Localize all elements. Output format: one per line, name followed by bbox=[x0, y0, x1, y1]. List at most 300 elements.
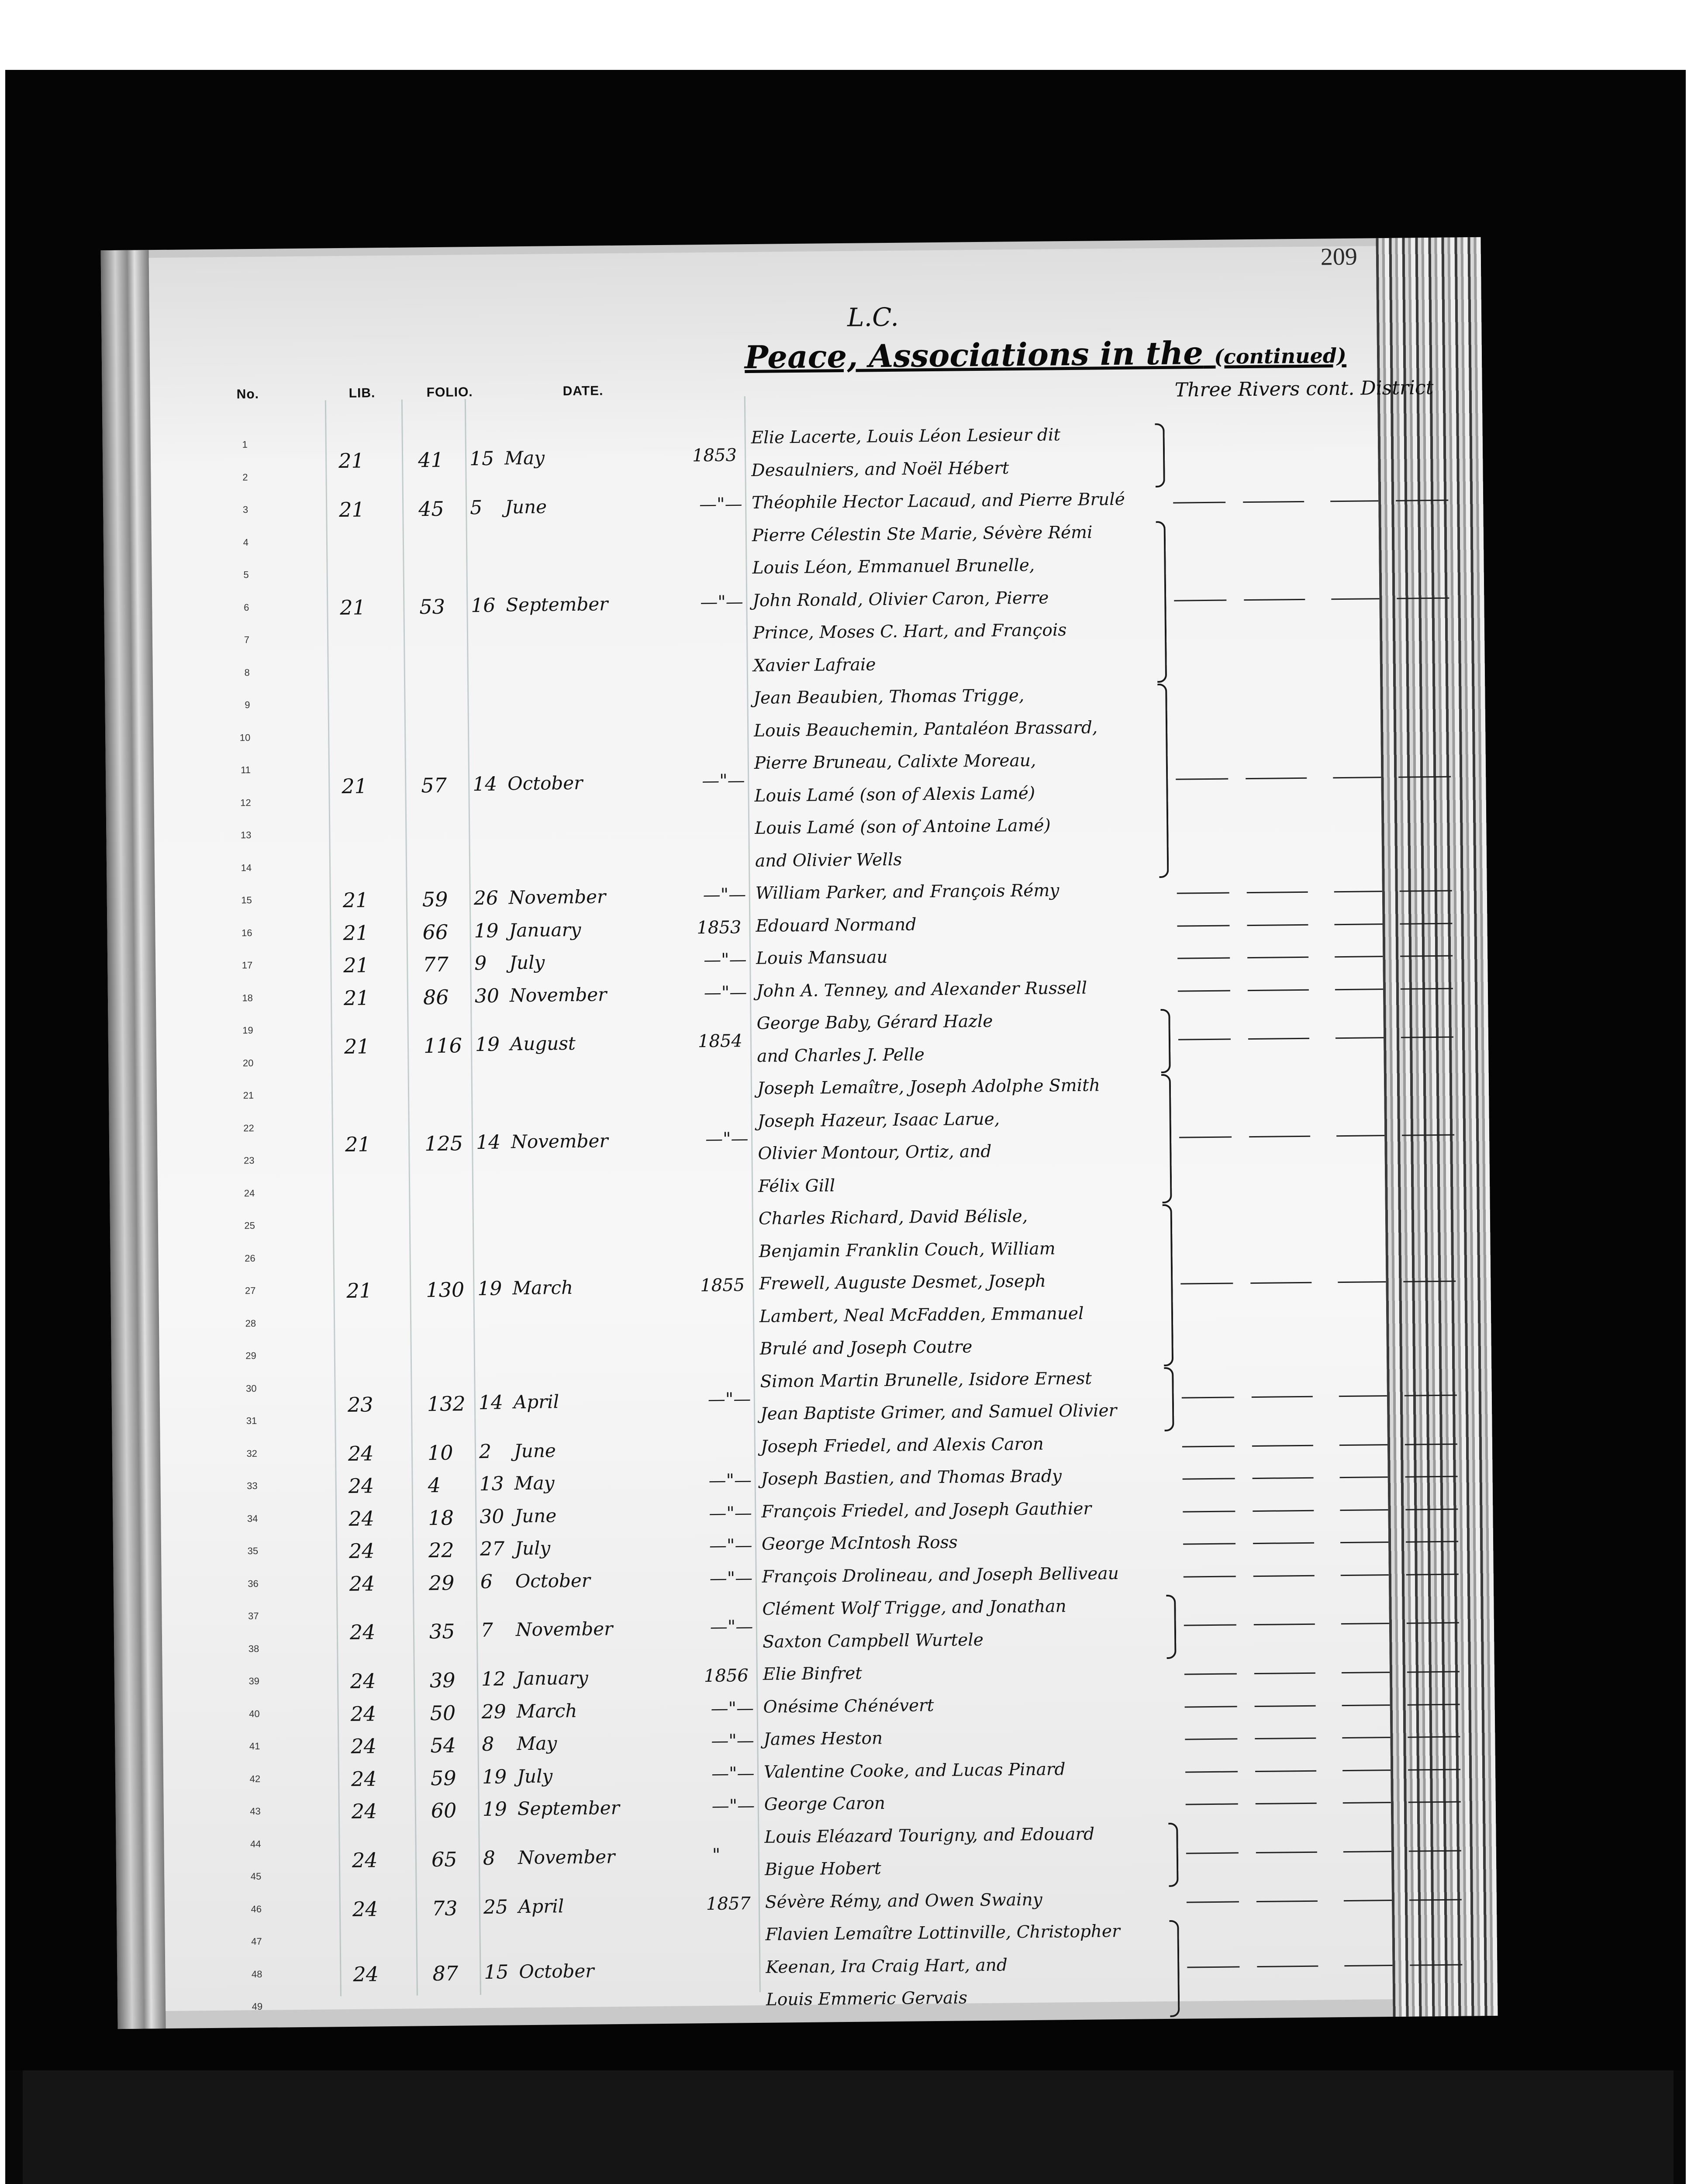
ditto-dash bbox=[1173, 502, 1225, 504]
entry-folio: 59 bbox=[430, 1766, 456, 1790]
district-label: Three Rivers cont. District bbox=[1174, 376, 1434, 401]
column-header-folio: FOLIO. bbox=[426, 385, 473, 400]
row-number: 29 bbox=[245, 1350, 256, 1362]
page-edges bbox=[1376, 237, 1498, 2017]
entry-lib: 24 bbox=[351, 1799, 377, 1823]
entry-name-line: Lambert, Neal McFadden, Emmanuel bbox=[759, 1303, 1084, 1327]
ditto-dash bbox=[1176, 778, 1228, 780]
column-header-lib: LIB. bbox=[349, 386, 376, 401]
entry-lib: 21 bbox=[342, 888, 369, 912]
ditto-dash bbox=[1256, 1851, 1317, 1853]
entry-day: 19 bbox=[475, 1033, 500, 1056]
entry-folio: 29 bbox=[428, 1571, 455, 1595]
ditto-dash bbox=[1249, 1136, 1310, 1137]
entry-name-line: Keenan, Ira Craig Hart, and bbox=[766, 1955, 1008, 1977]
grouping-brace bbox=[1166, 1595, 1176, 1659]
entry-day: 30 bbox=[474, 985, 500, 1007]
ditto-dash bbox=[1255, 1738, 1316, 1739]
column-header-no: No. bbox=[236, 387, 259, 402]
row-number: 27 bbox=[245, 1285, 256, 1296]
row-number: 5 bbox=[243, 569, 249, 581]
ditto-dash bbox=[1244, 598, 1305, 600]
entry-lib: 21 bbox=[346, 1279, 373, 1303]
ditto-dash bbox=[1182, 1445, 1235, 1447]
entry-name-line: Valentine Cooke, and Lucas Pinard bbox=[763, 1759, 1066, 1782]
row-number: 38 bbox=[248, 1643, 259, 1654]
entry-day: 14 bbox=[478, 1391, 504, 1414]
entry-name-line: Louis Lamé (son of Antoine Lamé) bbox=[755, 816, 1051, 838]
entry-folio: 132 bbox=[427, 1392, 466, 1416]
row-number: 47 bbox=[251, 1935, 262, 1947]
grouping-brace bbox=[1155, 423, 1165, 487]
entry-month: October bbox=[515, 1569, 590, 1592]
ditto-dash bbox=[1254, 1673, 1315, 1674]
entry-name-line: Clément Wolf Trigge, and Jonathan bbox=[762, 1597, 1066, 1619]
entry-year: —"— bbox=[710, 1617, 753, 1638]
entry-year: —"— bbox=[711, 1698, 754, 1719]
ledger-page bbox=[149, 243, 1434, 2012]
entry-name-line: George Caron bbox=[764, 1794, 886, 1814]
ditto-dash bbox=[1246, 778, 1307, 779]
grouping-brace bbox=[1161, 1074, 1172, 1203]
ditto-dash bbox=[1247, 924, 1308, 926]
grouping-brace bbox=[1160, 1009, 1170, 1073]
grouping-brace bbox=[1156, 521, 1167, 683]
row-number: 49 bbox=[252, 2001, 263, 2012]
ditto-dash bbox=[1185, 1771, 1238, 1773]
entry-lib: 24 bbox=[348, 1441, 374, 1465]
entry-folio: 130 bbox=[426, 1278, 465, 1302]
entry-folio: 10 bbox=[427, 1441, 453, 1465]
row-number: 1 bbox=[242, 439, 248, 450]
entry-folio: 77 bbox=[422, 952, 449, 977]
entry-day: 25 bbox=[483, 1895, 508, 1918]
ditto-dash bbox=[1340, 1541, 1388, 1543]
row-number: 36 bbox=[248, 1578, 259, 1589]
entry-folio: 60 bbox=[431, 1798, 457, 1823]
entry-day: 14 bbox=[476, 1131, 501, 1154]
entry-year: —"— bbox=[709, 1535, 752, 1556]
entry-name-line: Joseph Bastien, and Thomas Brady bbox=[761, 1466, 1062, 1489]
row-number: 14 bbox=[241, 862, 252, 873]
row-number: 41 bbox=[249, 1740, 260, 1752]
entry-year: 1853 bbox=[692, 445, 737, 466]
ditto-dash bbox=[1339, 1395, 1387, 1397]
entry-name-line: Sévère Rémy, and Owen Swainy bbox=[765, 1890, 1042, 1912]
entry-month: May bbox=[514, 1472, 555, 1494]
ditto-dash bbox=[1336, 1135, 1384, 1137]
entry-month: November bbox=[518, 1845, 615, 1869]
ditto-dash bbox=[1184, 1576, 1236, 1577]
entry-day: 19 bbox=[482, 1798, 507, 1821]
entry-month: January bbox=[509, 919, 581, 941]
ditto-dash bbox=[1331, 598, 1379, 600]
entry-month: March bbox=[516, 1700, 577, 1722]
ditto-dash bbox=[1342, 1737, 1390, 1738]
film-lower-area bbox=[23, 2070, 1674, 2184]
entry-month: June bbox=[504, 496, 547, 518]
entry-name-line: Louis Beauchemin, Pantaléon Brassard, bbox=[753, 717, 1098, 741]
entry-name-line: Jean Baptiste Grimer, and Samuel Olivier bbox=[760, 1401, 1117, 1424]
entry-lib: 21 bbox=[343, 953, 369, 977]
entry-name-line: John A. Tenney, and Alexander Russell bbox=[756, 978, 1087, 1001]
grouping-brace bbox=[1163, 1204, 1174, 1366]
entry-month: September bbox=[517, 1797, 620, 1820]
entry-lib: 21 bbox=[338, 449, 364, 473]
entry-folio: 18 bbox=[428, 1506, 454, 1530]
row-number: 8 bbox=[244, 667, 250, 678]
entry-name-line: Louis Léon, Emmanuel Brunelle, bbox=[752, 555, 1035, 578]
entry-year: 1853 bbox=[697, 917, 742, 938]
entry-name-line: John Ronald, Olivier Caron, Pierre bbox=[752, 587, 1049, 611]
ditto-dash bbox=[1336, 1037, 1384, 1039]
ditto-dash bbox=[1185, 1706, 1237, 1707]
row-number: 19 bbox=[242, 1024, 253, 1036]
entry-year: —"— bbox=[704, 982, 747, 1003]
entry-day: 14 bbox=[473, 773, 497, 796]
entry-folio: 53 bbox=[419, 594, 445, 619]
row-number: 9 bbox=[245, 699, 250, 711]
entry-name-line: Théophile Hector Lacaud, and Pierre Brulé bbox=[751, 489, 1125, 513]
ditto-dash bbox=[1253, 1510, 1314, 1511]
row-number: 33 bbox=[247, 1480, 258, 1492]
entry-folio: 86 bbox=[423, 985, 449, 1009]
ditto-dash bbox=[1341, 1574, 1389, 1576]
entry-day: 13 bbox=[479, 1472, 504, 1496]
row-number: 13 bbox=[240, 829, 252, 841]
row-number: 48 bbox=[251, 1968, 262, 1980]
entry-year: —"— bbox=[709, 1503, 752, 1524]
entry-folio: 54 bbox=[430, 1733, 456, 1758]
ditto-dash bbox=[1185, 1738, 1237, 1740]
ditto-dash bbox=[1344, 1965, 1392, 1966]
entry-name-line: George Baby, Gérard Hazle bbox=[756, 1011, 993, 1033]
entry-lib: 21 bbox=[344, 1034, 370, 1059]
column-rule bbox=[325, 400, 342, 1996]
ditto-dash bbox=[1253, 1575, 1315, 1576]
entry-day: 6 bbox=[480, 1570, 493, 1593]
entry-day: 7 bbox=[480, 1619, 493, 1642]
grouping-brace bbox=[1157, 684, 1169, 878]
entry-lib: 24 bbox=[351, 1766, 377, 1791]
entry-name-line: François Drolineau, and Joseph Belliveau bbox=[762, 1563, 1119, 1587]
ditto-dash bbox=[1253, 1542, 1314, 1544]
entry-name-line: Louis Emmeric Gervais bbox=[766, 1988, 968, 2010]
ditto-dash bbox=[1248, 989, 1309, 991]
entry-name-line: William Parker, and François Rémy bbox=[755, 881, 1059, 903]
entry-month: November bbox=[515, 1618, 613, 1641]
row-number: 16 bbox=[241, 927, 252, 938]
ditto-dash bbox=[1187, 1901, 1239, 1903]
ditto-dash bbox=[1256, 1803, 1317, 1804]
entry-name-line: James Heston bbox=[763, 1728, 883, 1749]
ditto-dash bbox=[1243, 501, 1304, 503]
ditto-dash bbox=[1252, 1396, 1313, 1397]
entry-month: June bbox=[514, 1504, 557, 1527]
ditto-dash bbox=[1257, 1965, 1318, 1967]
ditto-dash bbox=[1344, 1900, 1392, 1901]
entry-lib: 24 bbox=[352, 1848, 378, 1872]
entry-month: April bbox=[513, 1391, 559, 1413]
entry-year: —"— bbox=[702, 771, 745, 791]
row-number: 30 bbox=[245, 1382, 257, 1394]
ditto-dash bbox=[1253, 1477, 1314, 1479]
ditto-dash bbox=[1182, 1396, 1234, 1398]
entry-month: September bbox=[506, 593, 608, 615]
row-number: 42 bbox=[249, 1773, 261, 1784]
entry-year: —"— bbox=[700, 591, 743, 612]
entry-name-line: Elie Binfret bbox=[763, 1663, 863, 1684]
entry-lib: 21 bbox=[342, 774, 368, 798]
entry-lib: 24 bbox=[349, 1620, 376, 1645]
row-number: 26 bbox=[245, 1252, 255, 1264]
ditto-dash bbox=[1342, 1704, 1390, 1706]
entry-name-line: and Olivier Wells bbox=[755, 850, 902, 871]
entry-folio: 41 bbox=[418, 448, 444, 472]
entry-day: 8 bbox=[483, 1847, 496, 1870]
entry-day: 16 bbox=[471, 594, 496, 617]
row-number: 23 bbox=[243, 1154, 255, 1166]
row-number: 46 bbox=[251, 1903, 262, 1914]
entry-lib: 24 bbox=[353, 1962, 379, 1986]
title-province: L.C. bbox=[847, 302, 899, 332]
row-number: 32 bbox=[246, 1448, 258, 1459]
entry-name-line: Joseph Friedel, and Alexis Caron bbox=[760, 1434, 1044, 1457]
entry-lib: 24 bbox=[352, 1897, 378, 1921]
entry-folio: 57 bbox=[421, 773, 447, 798]
entry-day: 15 bbox=[484, 1960, 509, 1984]
entry-lib: 24 bbox=[350, 1701, 376, 1726]
ditto-dash bbox=[1252, 1444, 1313, 1446]
column-rule bbox=[401, 400, 418, 1996]
row-number: 40 bbox=[249, 1708, 260, 1719]
ditto-dash bbox=[1186, 1803, 1238, 1805]
title-continued: (continued) bbox=[1214, 343, 1347, 369]
entry-day: 12 bbox=[481, 1668, 506, 1691]
entry-year: —"— bbox=[703, 950, 747, 971]
ditto-dash bbox=[1333, 777, 1381, 778]
ditto-dash bbox=[1187, 1966, 1239, 1968]
entry-folio: 125 bbox=[424, 1131, 463, 1155]
entry-month: July bbox=[509, 951, 545, 974]
entry-folio: 39 bbox=[429, 1668, 456, 1693]
entry-name-line: Charles Richard, David Bélisle, bbox=[758, 1206, 1028, 1229]
ditto-dash bbox=[1247, 892, 1308, 893]
entry-day: 15 bbox=[469, 447, 494, 470]
entry-year: —"— bbox=[705, 1128, 749, 1149]
entry-lib: 24 bbox=[348, 1474, 374, 1498]
ditto-dash bbox=[1330, 500, 1378, 502]
entry-year: " bbox=[712, 1845, 721, 1865]
entry-year: —"— bbox=[703, 885, 746, 905]
entry-lib: 24 bbox=[351, 1734, 377, 1758]
entry-month: November bbox=[511, 1130, 608, 1153]
ditto-dash bbox=[1255, 1705, 1316, 1707]
ditto-dash bbox=[1186, 1852, 1239, 1854]
entry-month: October bbox=[507, 772, 583, 795]
entry-name-line: Félix Gill bbox=[758, 1175, 835, 1196]
ditto-dash bbox=[1340, 1476, 1388, 1478]
entry-folio: 87 bbox=[432, 1961, 459, 1985]
row-number: 39 bbox=[248, 1675, 260, 1687]
entry-folio: 116 bbox=[423, 1033, 462, 1058]
entry-year bbox=[713, 1958, 766, 1959]
ledger-scan bbox=[101, 237, 1498, 2029]
entry-folio: 22 bbox=[428, 1538, 454, 1562]
ditto-dash bbox=[1174, 599, 1226, 601]
entry-lib: 23 bbox=[347, 1393, 373, 1417]
entry-year: —"— bbox=[711, 1796, 755, 1816]
entry-name-line: Pierre Célestin Ste Marie, Sévère Rémi bbox=[752, 522, 1093, 546]
row-number: 21 bbox=[243, 1089, 254, 1101]
entry-year: 1856 bbox=[704, 1666, 749, 1686]
entry-day: 9 bbox=[474, 952, 487, 975]
ditto-dash bbox=[1177, 925, 1229, 926]
entry-name-line: Olivier Montour, Ortiz, and bbox=[758, 1141, 992, 1164]
ditto-dash bbox=[1184, 1624, 1236, 1626]
entry-name-line: François Friedel, and Joseph Gauthier bbox=[761, 1499, 1092, 1522]
entry-day: 29 bbox=[481, 1700, 506, 1723]
ditto-dash bbox=[1177, 892, 1229, 894]
entry-year: —"— bbox=[711, 1763, 755, 1784]
entry-month: August bbox=[510, 1033, 576, 1055]
ditto-dash bbox=[1184, 1673, 1237, 1675]
ditto-dash bbox=[1179, 1136, 1232, 1138]
row-number: 31 bbox=[246, 1415, 257, 1427]
grouping-brace bbox=[1164, 1367, 1174, 1431]
row-number: 24 bbox=[244, 1187, 255, 1199]
row-number: 11 bbox=[240, 764, 251, 776]
entry-year: —"— bbox=[709, 1568, 753, 1589]
entry-year: —"— bbox=[708, 1470, 752, 1491]
ditto-dash bbox=[1178, 1039, 1231, 1040]
entry-name-line: Edouard Normand bbox=[756, 914, 917, 936]
entry-name-line: Frewell, Auguste Desmet, Joseph bbox=[759, 1271, 1046, 1294]
entry-month: July bbox=[517, 1765, 553, 1787]
entry-name-line: George McIntosh Ross bbox=[761, 1532, 958, 1554]
ditto-dash bbox=[1250, 1282, 1311, 1284]
row-number: 3 bbox=[242, 504, 248, 515]
ditto-dash bbox=[1335, 988, 1383, 990]
entry-year: 1855 bbox=[700, 1275, 745, 1296]
entry-year: —"— bbox=[699, 494, 742, 515]
entry-name-line: Joseph Hazeur, Isaac Larue, bbox=[757, 1109, 1000, 1131]
entry-lib: 21 bbox=[345, 1132, 371, 1156]
entry-year: 1854 bbox=[697, 1031, 742, 1052]
entry-day: 19 bbox=[477, 1277, 502, 1300]
entry-lib: 24 bbox=[349, 1571, 375, 1596]
ditto-dash bbox=[1343, 1851, 1391, 1852]
entry-day: 27 bbox=[480, 1538, 505, 1561]
row-number: 22 bbox=[243, 1122, 254, 1133]
entry-month: November bbox=[508, 886, 606, 909]
row-number: 34 bbox=[247, 1513, 258, 1524]
row-number: 20 bbox=[242, 1057, 254, 1068]
ditto-dash bbox=[1256, 1900, 1318, 1902]
ditto-dash bbox=[1183, 1478, 1235, 1479]
ditto-dash bbox=[1178, 990, 1230, 992]
row-number: 25 bbox=[244, 1220, 255, 1231]
row-number: 10 bbox=[239, 732, 251, 743]
row-number: 37 bbox=[248, 1610, 259, 1622]
row-number: 15 bbox=[241, 895, 252, 906]
entry-name-line: Simon Martin Brunelle, Isidore Ernest bbox=[760, 1368, 1092, 1392]
entry-day: 26 bbox=[473, 887, 499, 910]
entry-month: April bbox=[518, 1895, 564, 1917]
entry-name-line: Louis Lamé (son of Alexis Lamé) bbox=[754, 783, 1035, 806]
ditto-dash bbox=[1335, 956, 1383, 957]
entry-month: May bbox=[504, 447, 545, 469]
entry-name-line: Joseph Lemaître, Joseph Adolphe Smith bbox=[757, 1075, 1101, 1099]
ditto-dash bbox=[1342, 1672, 1390, 1673]
entry-folio: 73 bbox=[431, 1896, 458, 1920]
ditto-dash bbox=[1183, 1543, 1235, 1545]
entry-year: —"— bbox=[707, 1389, 751, 1410]
microfilm-frame bbox=[5, 70, 1686, 2184]
column-header-date: DATE. bbox=[563, 384, 604, 399]
entry-folio: 59 bbox=[422, 887, 448, 912]
ditto-dash bbox=[1180, 1282, 1233, 1284]
entry-name-line: Jean Beaubien, Thomas Trigge, bbox=[753, 686, 1025, 708]
entry-lib: 21 bbox=[338, 498, 365, 522]
row-number: 17 bbox=[242, 959, 253, 971]
entry-name-line: Onésime Chénévert bbox=[763, 1695, 934, 1717]
row-number: 44 bbox=[250, 1838, 261, 1849]
ditto-dash bbox=[1255, 1770, 1316, 1772]
ditto-dash bbox=[1340, 1509, 1388, 1511]
entry-day: 19 bbox=[474, 919, 499, 942]
entry-month: May bbox=[517, 1732, 557, 1755]
entry-lib: 24 bbox=[350, 1669, 376, 1693]
entry-name-line: Desaulniers, and Noël Hébert bbox=[751, 458, 1009, 480]
entry-name-line: Flavien Lemaître Lottinville, Christopher bbox=[765, 1921, 1120, 1945]
entry-lib: 21 bbox=[340, 595, 366, 619]
page-number: 209 bbox=[1320, 243, 1358, 271]
row-number: 18 bbox=[242, 992, 253, 1003]
ditto-dash bbox=[1339, 1444, 1387, 1446]
entry-name-line: Louis Mansuau bbox=[756, 947, 888, 968]
entry-year: 1857 bbox=[706, 1893, 751, 1914]
ditto-dash bbox=[1342, 1769, 1391, 1771]
entry-day: 8 bbox=[482, 1733, 494, 1756]
entry-name-line: Prince, Moses C. Hart, and François bbox=[752, 620, 1067, 643]
row-number: 45 bbox=[250, 1870, 262, 1882]
entry-day: 2 bbox=[479, 1440, 492, 1463]
entry-folio: 4 bbox=[428, 1473, 441, 1497]
entry-day: 30 bbox=[480, 1505, 504, 1528]
entry-lib: 24 bbox=[349, 1506, 375, 1531]
entry-month: June bbox=[514, 1439, 556, 1462]
entry-name-line: Xavier Lafraie bbox=[753, 654, 876, 676]
entry-name-line: Elie Lacerte, Louis Léon Lesieur dit bbox=[751, 425, 1061, 448]
entry-month: July bbox=[514, 1537, 551, 1559]
row-number: 2 bbox=[242, 471, 248, 483]
grouping-brace bbox=[1169, 1920, 1180, 2017]
entry-folio: 65 bbox=[431, 1847, 457, 1871]
ditto-dash bbox=[1183, 1510, 1235, 1512]
entry-lib: 21 bbox=[343, 985, 369, 1010]
entry-month: January bbox=[516, 1667, 589, 1690]
ditto-dash bbox=[1334, 891, 1382, 892]
entry-folio: 35 bbox=[429, 1619, 455, 1644]
row-number: 7 bbox=[244, 634, 250, 646]
entry-lib: 24 bbox=[349, 1539, 375, 1563]
row-number: 12 bbox=[240, 797, 251, 808]
entry-day: 19 bbox=[482, 1765, 507, 1788]
ditto-dash bbox=[1338, 1281, 1386, 1283]
ditto-dash bbox=[1341, 1623, 1389, 1624]
row-number: 43 bbox=[250, 1805, 261, 1817]
